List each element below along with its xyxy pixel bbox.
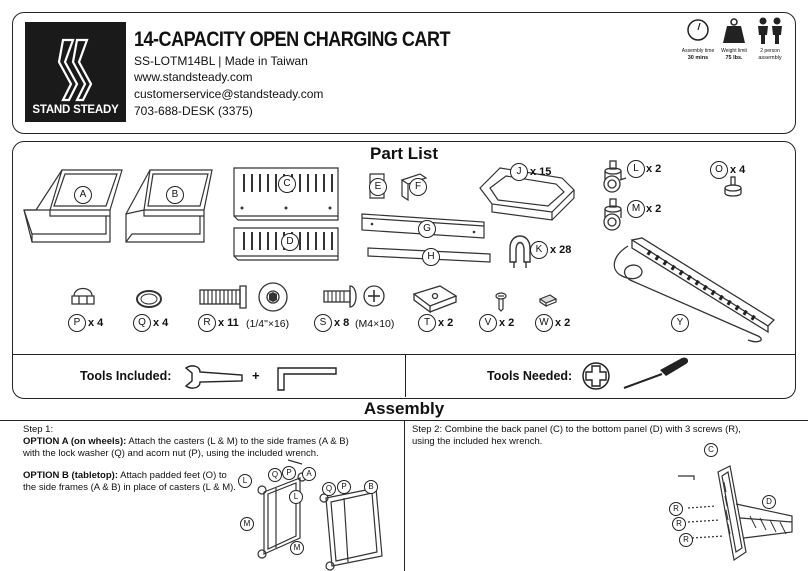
part-v-quantity: x 2 [499, 317, 515, 329]
part-q-quantity: x 4 [153, 317, 169, 329]
wrench-icon [184, 364, 246, 390]
step1-label-b: B [364, 480, 378, 494]
step1-option-b-text: Attach padded feet (O) to [118, 470, 227, 481]
plate-t-drawing [412, 284, 458, 312]
part-h-label: H [422, 248, 440, 266]
step1-label-a: A [302, 467, 316, 481]
part-s-label: S [314, 314, 332, 332]
part-g-label: G [418, 220, 436, 238]
screw-s-drawing [322, 284, 388, 310]
step1-option-a-line2: with the lock washer (Q) and acorn nut (P), using the included wrench. [23, 448, 319, 459]
bolt-r-drawing [196, 282, 296, 314]
part-j-label: J [510, 163, 528, 181]
tools-needed-label: Tools Needed: [487, 369, 573, 383]
email-link[interactable]: customerservice@standsteady.com [134, 87, 324, 101]
part-t-label: T [418, 314, 436, 332]
part-b-label: B [166, 186, 184, 204]
phone-number: 703-688-DESK (3375) [134, 104, 253, 118]
part-m-quantity: x 2 [646, 203, 662, 215]
brand-logo [25, 22, 126, 122]
step1-option-a-text: Attach the casters (L & M) to the side frames (A & B) [126, 436, 349, 447]
part-t-quantity: x 2 [438, 317, 454, 329]
step2-label-d: D [762, 495, 776, 509]
step1-label-q-mid: Q [322, 482, 336, 496]
lock-washer-q-drawing [134, 288, 164, 310]
phillips-screw-icon [581, 361, 611, 391]
part-k-label: K [530, 241, 548, 259]
part-r-label: R [198, 314, 216, 332]
divider-j-drawing [478, 164, 578, 224]
step1-option-a [23, 436, 349, 447]
caster-m-drawing [598, 198, 628, 232]
side-frame-a-drawing [22, 168, 126, 248]
weight-limit-value: 75 lbs. [725, 55, 743, 61]
tools-plus: + [252, 368, 260, 383]
part-e-label: E [369, 178, 387, 196]
part-a-label: A [74, 186, 92, 204]
part-p-quantity: x 4 [88, 317, 104, 329]
screwdriver-icon [620, 356, 692, 390]
step2-label-r-2: R [672, 517, 686, 531]
power-strip-y-drawing [608, 236, 778, 346]
part-y-label: Y [671, 314, 689, 332]
two-person-icon [755, 17, 785, 45]
assembly-time-value: 30 mins [687, 55, 709, 61]
step2-label-r-1: R [669, 502, 683, 516]
part-c-label: C [278, 175, 296, 193]
part-q-label: Q [133, 314, 151, 332]
hex-key-icon [274, 364, 340, 394]
part-w-quantity: x 2 [555, 317, 571, 329]
padded-foot-o-drawing [722, 176, 744, 198]
step1-label-p-mid: P [337, 480, 351, 494]
part-s-size: (M4×10) [355, 318, 395, 330]
model-line: SS-LOTM14BL | Made in Taiwan [134, 54, 308, 68]
brand-name: STAND STEADY [32, 104, 119, 116]
acorn-nut-p-drawing [70, 284, 96, 308]
step1-option-b-line2: the side frames (A & B) in place of casters (L & M). [23, 482, 236, 493]
part-d-label: D [281, 233, 299, 251]
step1-heading: Step 1: [23, 424, 54, 435]
step1-label-p-top: P [282, 466, 296, 480]
part-j-quantity: x 15 [530, 166, 552, 178]
part-list-title: Part List [369, 144, 439, 163]
part-o-quantity: x 4 [730, 164, 746, 176]
step1-label-l-mid: L [289, 490, 303, 504]
step2-text-line1: Step 2: Combine the back panel (C) to the bottom panel (D) with 3 screws (R), [412, 424, 741, 435]
part-v-label: V [479, 314, 497, 332]
step1-label-l-top: L [238, 474, 252, 488]
part-s-quantity: x 8 [334, 317, 350, 329]
assembly-time-label: Assembly time [681, 48, 715, 54]
clock-icon [687, 17, 709, 43]
step1-option-b-title: OPTION B (tabletop): [23, 470, 118, 481]
caster-l-drawing [598, 160, 628, 194]
part-m-label: M [627, 200, 645, 218]
assembly-title: Assembly [363, 399, 445, 418]
step2-label-r-3: R [679, 533, 693, 547]
part-r-quantity: x 11 [218, 317, 239, 329]
two-person-value: assembly [758, 55, 782, 61]
step1-label-q-top: Q [268, 468, 282, 482]
tools-included-label: Tools Included: [80, 369, 172, 383]
step1-option-b [23, 470, 227, 481]
part-p-label: P [68, 314, 86, 332]
small-screw-v-drawing [494, 292, 508, 312]
pad-w-drawing [538, 293, 558, 307]
part-o-label: O [710, 161, 728, 179]
assembly-divider-vertical [404, 421, 405, 571]
step2-text-line2: using the included hex wrench. [412, 436, 543, 447]
step2-label-c: C [704, 443, 718, 457]
part-l-quantity: x 2 [646, 163, 662, 175]
step1-label-m-bottom: M [290, 541, 304, 555]
step1-label-m-left: M [240, 517, 254, 531]
page-title: 14-CAPACITY OPEN CHARGING CART [134, 28, 450, 51]
part-l-label: L [627, 160, 645, 178]
step1-option-a-title: OPTION A (on wheels): [23, 436, 127, 447]
side-frame-b-drawing [122, 168, 214, 248]
part-k-quantity: x 28 [550, 244, 572, 256]
part-w-label: W [535, 314, 553, 332]
weight-icon [722, 18, 746, 44]
part-r-size: (1/4"×16) [246, 318, 290, 330]
part-f-label: F [409, 178, 427, 196]
two-person-label: 2 person [760, 48, 780, 54]
website-link[interactable]: www.standsteady.com [134, 70, 253, 84]
weight-limit-label: Weight limit [721, 48, 747, 54]
tools-divider-vertical [405, 354, 406, 397]
